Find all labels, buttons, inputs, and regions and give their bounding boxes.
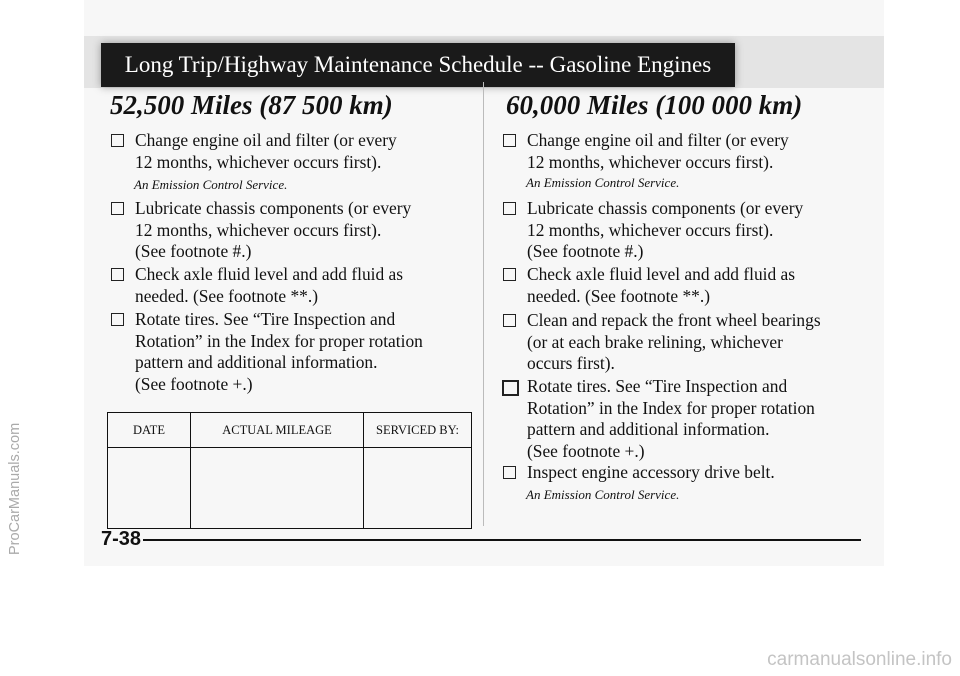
right-item-lubricate bbox=[503, 198, 803, 263]
item-line: (See footnote +.) bbox=[135, 373, 253, 394]
mileage-cell[interactable] bbox=[191, 448, 364, 529]
bottom-watermark: carmanualsonline.info bbox=[767, 649, 952, 670]
item-line: Rotation” in the Index for proper rotation bbox=[527, 397, 815, 418]
item-line: Check axle fluid level and add fluid as bbox=[135, 264, 404, 284]
item-line: needed. (See footnote **.) bbox=[527, 285, 711, 306]
item-line: (See footnote #.) bbox=[135, 241, 252, 262]
right-item-oil bbox=[503, 130, 789, 173]
item-line: Change engine oil and filter (or every bbox=[135, 130, 397, 150]
service-record-table bbox=[107, 412, 472, 529]
checkbox-icon[interactable] bbox=[111, 202, 124, 215]
emission-note: An Emission Control Service. bbox=[134, 177, 288, 192]
side-watermark: ProCarManuals.com bbox=[7, 422, 23, 555]
right-item-rotate-tires bbox=[503, 376, 815, 462]
item-line: pattern and additional information. bbox=[135, 352, 378, 373]
item-line: Change engine oil and filter (or every bbox=[527, 130, 789, 150]
item-line: 12 months, whichever occurs first). bbox=[527, 219, 774, 240]
left-item-oil bbox=[111, 130, 397, 173]
emission-note: An Emission Control Service. bbox=[526, 487, 680, 502]
item-line: Rotate tires. See “Tire Inspection and bbox=[135, 309, 396, 329]
right-item-wheel-bearings bbox=[503, 310, 821, 375]
footer-rule bbox=[143, 539, 861, 541]
checkbox-icon[interactable] bbox=[111, 313, 124, 326]
right-item-axle bbox=[503, 264, 795, 307]
page-title: Long Trip/Highway Maintenance Schedule -- Gasoline Engines bbox=[101, 43, 735, 87]
column-header-actual-mileage: ACTUAL MILEAGE bbox=[191, 413, 364, 448]
left-item-lubricate bbox=[111, 198, 411, 263]
item-line: 12 months, whichever occurs first). bbox=[135, 151, 382, 172]
left-mileage-heading: 52,500 Miles (87 500 km) bbox=[110, 90, 393, 120]
item-line: Lubricate chassis components (or every bbox=[527, 198, 804, 218]
item-line: occurs first). bbox=[527, 353, 615, 374]
item-line: Check axle fluid level and add fluid as bbox=[527, 264, 796, 284]
item-line: Clean and repack the front wheel bearings bbox=[527, 310, 821, 330]
checkbox-icon[interactable] bbox=[503, 466, 516, 479]
column-divider bbox=[483, 82, 484, 526]
item-line: Inspect engine accessory drive belt. bbox=[527, 462, 775, 482]
column-header-date: DATE bbox=[108, 413, 191, 448]
checkbox-icon[interactable] bbox=[503, 134, 516, 147]
checkbox-icon[interactable] bbox=[503, 202, 516, 215]
item-line: (See footnote +.) bbox=[527, 440, 645, 461]
column-header-serviced-by: SERVICED BY: bbox=[364, 413, 472, 448]
serviced-by-cell[interactable] bbox=[364, 448, 472, 529]
item-line: 12 months, whichever occurs first). bbox=[527, 151, 774, 172]
page-number: 7-38 bbox=[101, 528, 142, 550]
left-item-rotate-tires bbox=[111, 309, 423, 395]
checkbox-icon[interactable] bbox=[111, 268, 124, 281]
checkbox-icon[interactable] bbox=[111, 134, 124, 147]
item-line: (or at each brake relining, whichever bbox=[527, 331, 783, 352]
checkbox-icon[interactable] bbox=[503, 314, 516, 327]
emission-note: An Emission Control Service. bbox=[526, 175, 680, 190]
left-item-axle bbox=[111, 264, 403, 307]
item-line: Rotation” in the Index for proper rotation bbox=[135, 330, 423, 351]
item-line: needed. (See footnote **.) bbox=[135, 285, 319, 306]
item-line: (See footnote #.) bbox=[527, 241, 644, 262]
item-line: 12 months, whichever occurs first). bbox=[135, 219, 382, 240]
item-line: Rotate tires. See “Tire Inspection and bbox=[527, 376, 788, 396]
checkbox-icon[interactable] bbox=[503, 268, 516, 281]
item-line: pattern and additional information. bbox=[527, 419, 770, 440]
right-mileage-heading: 60,000 Miles (100 000 km) bbox=[506, 90, 803, 120]
date-cell[interactable] bbox=[108, 448, 191, 529]
item-line: Lubricate chassis components (or every bbox=[135, 198, 412, 218]
right-item-drive-belt bbox=[503, 462, 775, 484]
checkbox-icon[interactable] bbox=[502, 380, 519, 396]
